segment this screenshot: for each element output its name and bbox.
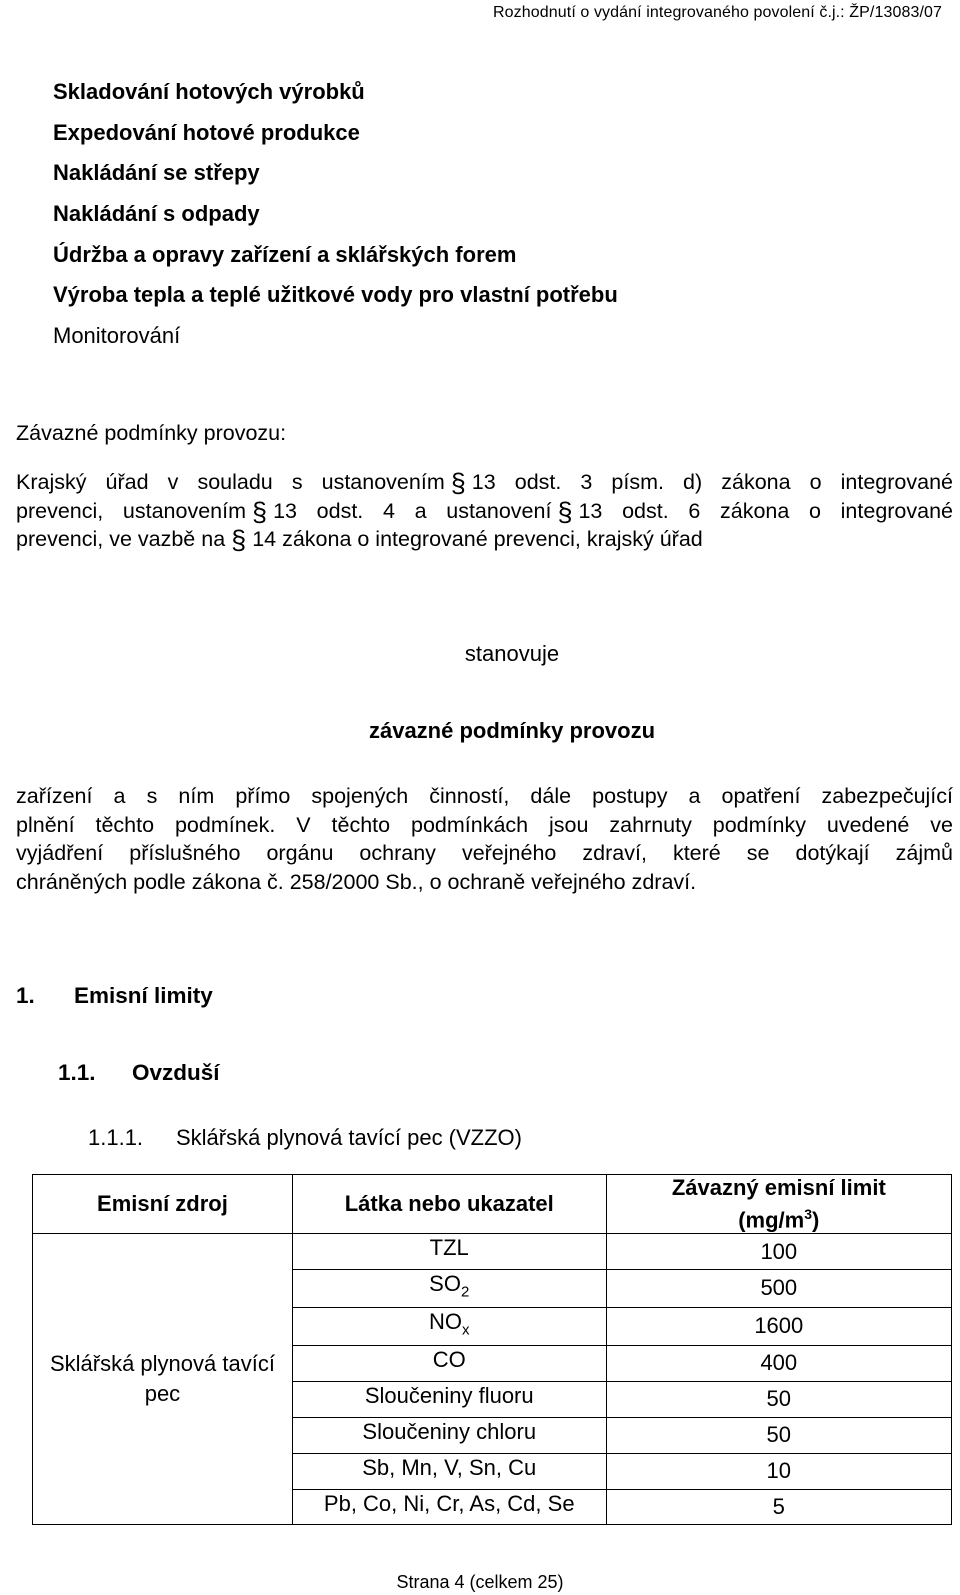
page-header: Rozhodnutí o vydání integrovaného povolení č.j.: ŽP/13083/07	[493, 4, 942, 21]
intro-line: prevenci, ve vazbě na § 14 zákona o integrované prevenci, krajský úřad	[16, 525, 703, 555]
section-heading-1-1: 1.1. Ovzduší	[58, 1060, 220, 1085]
section-sign: §	[557, 496, 573, 527]
intro-paragraph	[16, 468, 953, 554]
substance-cell: Sloučeniny fluoru	[292, 1381, 606, 1417]
activity-item: Monitorování	[53, 323, 181, 349]
activity-item: Expedování hotové produkce	[53, 119, 360, 145]
emission-limits-table	[32, 1174, 952, 1525]
header-substance: Látka nebo ukazatel	[292, 1175, 606, 1234]
substance-cell: $SO_2$	[292, 1270, 606, 1308]
limit-cell: 500	[606, 1270, 951, 1308]
paragraph-line: chráněných podle zákona č. 258/2000 Sb., o ochraně veřejného zdraví.	[16, 869, 697, 894]
substance-cell: Sloučeniny chloru	[292, 1417, 606, 1453]
header-limit: Závazný emisní limit $(mg/m^3)$	[606, 1175, 951, 1234]
section-sign: §	[231, 525, 247, 555]
table-header-row	[33, 1175, 952, 1234]
paragraph-line: zařízení a s ním přímo spojených činností, dále postupy a opatření zabezpečující	[16, 784, 953, 808]
substance-cell: $NO_x$	[292, 1308, 606, 1346]
section-heading-1: 1. Emisní limity	[16, 983, 213, 1008]
activity-list	[53, 72, 618, 357]
section-heading-1-1-1: 1.1.1. Sklářská plynová tavící pec (VZZO)	[88, 1125, 522, 1150]
source-cell: Sklářská plynová tavící pec	[33, 1234, 293, 1525]
stanovuje-text: stanovuje	[464, 641, 560, 666]
limit-cell: 50	[606, 1417, 951, 1453]
limit-cell: 5	[606, 1489, 951, 1525]
section-sign: §	[450, 468, 466, 498]
activity-item: Údržba a opravy zařízení a sklářských forem	[53, 241, 517, 267]
conditions-heading: závazné podmínky provozu	[368, 718, 656, 743]
activity-item: Výroba tepla a teplé užitkové vody pro vlastní potřebu	[53, 282, 618, 308]
conditions-paragraph	[16, 782, 953, 896]
header-source: Emisní zdroj	[33, 1175, 293, 1234]
limit-cell: 400	[606, 1346, 951, 1382]
activity-item: Nakládání s odpady	[53, 201, 260, 227]
table-row	[33, 1234, 952, 1270]
paragraph-line: plnění těchto podmínek. V těchto podmínkách jsou zahrnuty podmínky uvedené ve	[16, 812, 953, 837]
section-sign: §	[252, 496, 268, 527]
limit-cell: 10	[606, 1453, 951, 1489]
substance-cell: Sb, Mn, V, Sn, Cu	[292, 1453, 606, 1489]
limit-cell: 100	[606, 1234, 951, 1270]
conditions-title: Závazné podmínky provozu:	[16, 421, 287, 445]
substance-cell: Pb, Co, Ni, Cr, As, Cd, Se	[292, 1489, 606, 1525]
activity-item: Skladování hotových výrobků	[53, 79, 365, 104]
intro-line: prevenci, ustanovením § 13 odst. 4 a ustanovení § 13 odst. 6 zákona o integrované	[16, 496, 954, 527]
page-footer: Strana 4 (celkem 25)	[396, 1572, 564, 1592]
substance-cell: TZL	[292, 1234, 606, 1270]
limit-cell: 50	[606, 1381, 951, 1417]
substance-cell: CO	[292, 1346, 606, 1382]
limit-cell: 1600	[606, 1308, 951, 1346]
paragraph-line: vyjádření příslušného orgánu ochrany veřejného zdraví, které se dotýkají zájmů	[16, 841, 953, 865]
activity-item: Nakládání se střepy	[53, 160, 260, 186]
intro-line: Krajský úřad v souladu s ustanovením § 13 odst. 3 písm. d) zákona o integrované	[16, 468, 954, 498]
